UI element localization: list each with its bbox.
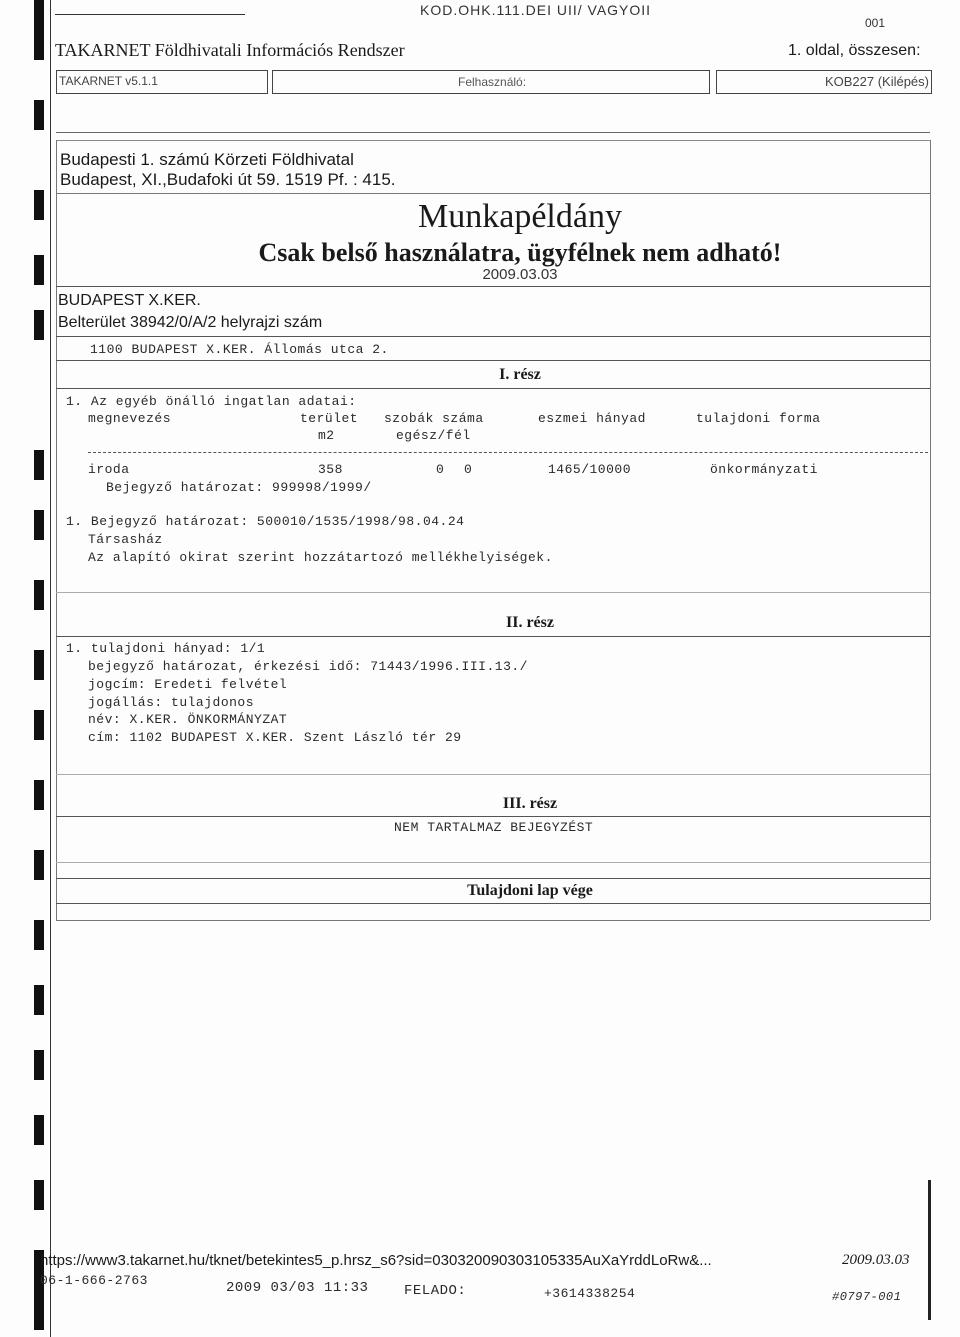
col-area: terület	[300, 411, 359, 426]
footer-url[interactable]: https://www3.takarnet.hu/tknet/betekintes5_p.hrsz_s6?sid=030320090303105335AuXaYrddLoRw&...	[40, 1252, 712, 1269]
row-rooms-half: 0	[464, 462, 473, 477]
fax-time: 2009 03/03 11:33	[226, 1280, 369, 1296]
version-cell	[56, 70, 268, 94]
part2-line6: cím: 1102 BUDAPEST X.KER. Szent László tér 29	[88, 730, 462, 745]
part2-heading: II. rész	[506, 614, 554, 631]
part1-heading: I. rész	[499, 366, 541, 383]
office-address: Budapest, XI.,Budafoki út 59. 1519 Pf. : 415.	[60, 170, 396, 189]
end-text: Tulajdoni lap vége	[467, 882, 593, 899]
row-share: 1465/10000	[548, 462, 632, 477]
part1-note1: 1. Bejegyző határozat: 500010/1535/1998/98.04.24	[66, 514, 465, 529]
doc-title: Munkapéldány	[418, 198, 622, 235]
part1-line1: 1. Az egyéb önálló ingatlan adatai:	[66, 394, 357, 409]
row-name: iroda	[88, 462, 130, 477]
col-area-unit: m2	[318, 428, 335, 443]
part1-note3: Az alapító okirat szerint hozzátartozó mellékhelyiségek.	[88, 550, 553, 565]
property-parcel: Belterület 38942/0/A/2 helyrajzi szám	[58, 314, 323, 331]
doc-date: 2009.03.03	[482, 266, 558, 283]
page-info: 1. oldal, összesen:	[788, 42, 921, 59]
col-rooms: szobák száma	[384, 411, 484, 426]
part2-line1: 1. tulajdoni hányad: 1/1	[66, 641, 266, 656]
fax-number: 06-1-666-2763	[40, 1273, 148, 1288]
part2-line5: név: X.KER. ÖNKORMÁNYZAT	[88, 712, 288, 727]
user-cell	[272, 70, 710, 94]
fax-page: #0797-001	[832, 1290, 902, 1304]
version-label: TAKARNET v5.1.1	[59, 74, 158, 88]
part3-heading: III. rész	[502, 795, 558, 812]
col-share: eszmei hányad	[538, 411, 646, 426]
logout-link[interactable]: KOB227 (Kilépés)	[824, 74, 929, 89]
row-decision: Bejegyző határozat: 999998/1999/	[106, 480, 372, 495]
fax-header-top: KOD.OHK.111.DEI UII/ VAGYOII	[420, 2, 652, 18]
part2-line2: bejegyző határozat, érkezési idő: 71443/1996.III.13./	[88, 659, 528, 674]
part2-line4: jogállás: tulajdonos	[88, 695, 255, 710]
row-area: 358	[318, 462, 343, 477]
col-rooms-sub: egész/fél	[396, 428, 471, 443]
office-name: Budapesti 1. számú Körzeti Földhivatal	[60, 150, 354, 169]
row-rooms-whole: 0	[436, 462, 445, 477]
footer-url-date: 2009.03.03	[842, 1252, 910, 1268]
app-title: TAKARNET Földhivatali Információs Rendszer	[55, 40, 405, 60]
fax-sender-label: FELADO:	[404, 1283, 467, 1299]
col-ownership: tulajdoni forma	[696, 411, 821, 426]
row-ownership: önkormányzati	[710, 462, 818, 477]
doc-subtitle: Csak belső használatra, ügyfélnek nem adható!	[258, 238, 782, 267]
property-district: BUDAPEST X.KER.	[58, 292, 201, 309]
fax-header-page: 001	[865, 16, 886, 30]
part1-note2: Társasház	[88, 532, 163, 547]
part3-text: NEM TARTALMAZ BEJEGYZÉST	[394, 820, 594, 835]
property-address: 1100 BUDAPEST X.KER. Állomás utca 2.	[90, 342, 389, 357]
user-label: Felhasználó:	[458, 75, 527, 89]
col-name: megnevezés	[88, 411, 172, 426]
user-code-cell	[716, 70, 932, 94]
fax-sender: +3614338254	[544, 1286, 636, 1301]
part2-line3: jogcím: Eredeti felvétel	[88, 677, 288, 692]
